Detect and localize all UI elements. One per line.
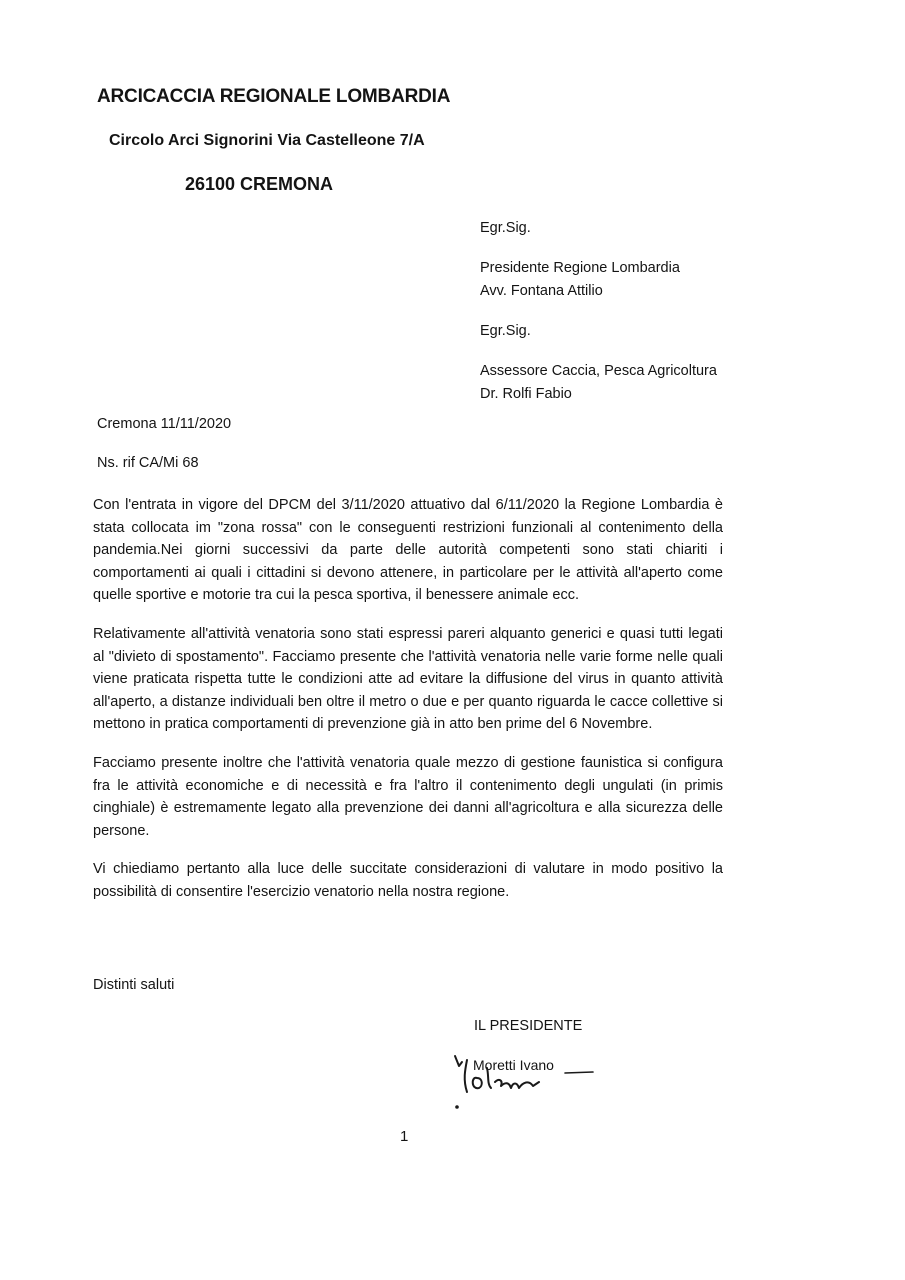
letter-body (93, 494, 723, 920)
body-paragraph: Con l'entrata in vigore del DPCM del 3/11/2020 attuativo dal 6/11/2020 la Regione Lombardia è stata collocata im "zona rossa" con le conseguenti restrizioni funzionali al contenimento della pandemia.Nei giorni successivi da parte delle autorità competenti sono stati chiariti i comportamenti ai quali i cittadini si devono attenere, in particolare per le attività all'aperto come quelle sportive e motorie tra cui la pesca sportiva, il benessere animale ecc. (93, 497, 723, 604)
signature-title: IL PRESIDENTE (474, 1018, 583, 1034)
recipient-assessore (480, 320, 717, 406)
recipient-salutation: Egr.Sig. (480, 323, 531, 339)
page-number: 1 (400, 1128, 409, 1145)
signature-dot (455, 1105, 459, 1109)
organization-name: ARCICACCIA REGIONALE LOMBARDIA (97, 86, 451, 107)
recipient-name: Dr. Rolfi Fabio (480, 386, 572, 402)
signer-name: Moretti Ivano (473, 1057, 554, 1073)
recipient-salutation: Egr.Sig. (480, 220, 531, 236)
body-paragraph: Vi chiediamo pertanto alla luce delle succitate considerazioni di valutare in modo positivo la possibilità di consentire l'esercizio venatorio nella nostra regione. (93, 861, 723, 900)
letter-date: Cremona 11/11/2020 (97, 416, 232, 432)
body-paragraph: Relativamente all'attività venatoria sono stati espressi pareri alquanto generici e quasi tutti legati al "divieto di spostamento". Facciamo presente che l'attività venatoria nelle varie forme nelle quali viene praticata rispetta tutte le condizioni atte ad evitare la diffusione del virus in quanto attività all'aperto, a distanze individuali ben oltre il metro o due e per quanto riguarda le cacce collettive si mettono in pratica comportamenti di prevenzione già in atto ben prime del 6 Novembre. (93, 625, 723, 733)
recipient-title: Presidente Regione Lombardia (480, 260, 680, 276)
recipient-title: Assessore Caccia, Pesca Agricoltura (480, 363, 717, 379)
recipient-president (480, 217, 717, 303)
letter-reference: Ns. rif CA/Mi 68 (97, 455, 199, 471)
organization-city: 26100 CREMONA (185, 174, 334, 194)
recipients-block (480, 217, 717, 406)
body-paragraph: Facciamo presente inoltre che l'attività venatoria quale mezzo di gestione faunistica si configura fra le attività economiche e di necessità e fra l'altro il contenimento degli ungulati (in primis cinghiale) è estremamente legato alla prevenzione dei danni all'agricoltura e alla sicurezza delle persone. (93, 754, 723, 839)
recipient-name: Avv. Fontana Attilio (480, 283, 603, 299)
closing-salutation: Distinti saluti (93, 977, 175, 993)
organization-address: Circolo Arci Signorini Via Castelleone 7/A (109, 132, 425, 149)
